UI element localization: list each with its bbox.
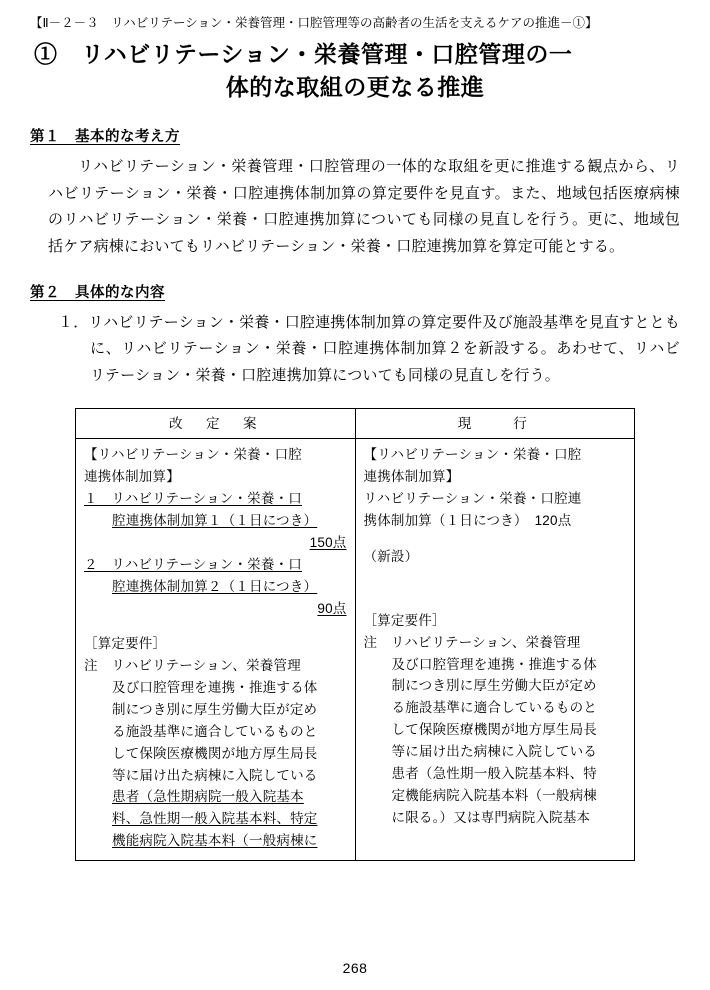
- section-1-body: リハビリテーション・栄養管理・口腔管理の一体的な取組を更に推進する観点から、リハビリテーション・栄養・口腔連携体制加算の算定要件を見直す。また、地域包括医療病棟のリハビリテーション・栄養・口腔連携加算についても同様の見直しを行う。更に、地域包括ケア病棟においてもリハビリテーション・栄養・口腔連携加算を算定可能とする。: [48, 157, 680, 255]
- current-line-4: 携体制加算（１日につき） 120点: [363, 513, 572, 529]
- current-line-7: 注 リハビリテーション、栄養管理: [363, 634, 581, 650]
- revised-line-13: る施設基準に適合しているものと: [112, 723, 318, 739]
- revised-line-18: 機能病院入院基本料（一般病棟に: [112, 833, 318, 849]
- current-line-12: 等に届け出た病棟に入院している: [391, 743, 597, 759]
- current-line-2: 連携体制加算】: [363, 469, 460, 485]
- current-spacer-2: [364, 568, 627, 582]
- revised-line-8: 90点: [317, 600, 347, 616]
- revised-line-15: 等に届け出た病棟に入院している: [112, 767, 318, 783]
- section-heading-1-text: 第１ 基本的な考え方: [30, 128, 180, 145]
- revised-line-2: 連携体制加算】: [84, 469, 180, 485]
- current-line-1: 【リハビリテーション・栄養・口腔: [363, 447, 582, 463]
- current-line-11: して保険医療機関が地方厚生局長: [391, 722, 597, 738]
- current-line-13: 患者（急性期一般入院基本料、特: [391, 765, 597, 781]
- current-line-6: ［算定要件］: [363, 612, 446, 628]
- comparison-table: [75, 408, 635, 861]
- revised-line-12: 制につき別に厚生労働大臣が定め: [112, 701, 318, 717]
- section-heading-2-text: 第２ 具体的な内容: [30, 284, 165, 301]
- current-spacer-3: [364, 582, 627, 596]
- page-title: [30, 38, 680, 105]
- section-2-item-1-number: １．: [58, 313, 89, 331]
- page-number: 268: [342, 960, 368, 976]
- page-title-line2: 体的な取組の更なる推進: [225, 74, 485, 101]
- table-column-header-revised: 改 定 案: [76, 408, 356, 439]
- revised-line-1: 【リハビリテーション・栄養・口腔: [84, 447, 302, 463]
- section-2-item-1: [30, 310, 680, 390]
- table-cell-revised: [76, 439, 356, 860]
- table-header-row: [76, 408, 635, 439]
- revised-line-4: 腔連携体制加算１（１日につき）: [112, 513, 318, 529]
- current-spacer-4: [364, 596, 627, 610]
- current-line-3: リハビリテーション・栄養・口腔連: [363, 491, 582, 507]
- revised-spacer: [84, 619, 347, 633]
- revised-line-5: 150点: [309, 534, 347, 550]
- revised-line-11: 及び口腔管理を連携・推進する体: [112, 680, 318, 696]
- table-column-header-current: 現 行: [355, 408, 635, 439]
- section-heading-1: [30, 125, 680, 146]
- revised-line-10: 注 リハビリテーション、栄養管理: [84, 658, 301, 674]
- page-title-line1: ① リハビリテーション・栄養管理・口腔管理の一: [34, 41, 573, 68]
- current-line-5: （新設）: [363, 548, 419, 564]
- revised-line-16: 患者（急性期病院一般入院基本: [112, 789, 304, 805]
- revised-line-3: １ リハビリテーション・栄養・口: [84, 491, 302, 507]
- table-row: [76, 439, 635, 860]
- revised-line-7: 腔連携体制加算２（１日につき）: [112, 578, 318, 594]
- current-line-10: る施設基準に適合しているものと: [391, 700, 597, 716]
- section-2-item-1-body: リハビリテーション・栄養・口腔連携体制加算の算定要件及び施設基準を見直すとともに、リハビリテーション・栄養・口腔連携体制加算２を新設する。あわせて、リハビリテーション・栄養・口腔連携加算についても同様の見直しを行う。: [88, 313, 680, 384]
- revised-line-6: ２ リハビリテーション・栄養・口: [84, 556, 302, 572]
- current-line-8: 及び口腔管理を連携・推進する体: [391, 656, 597, 672]
- revised-line-14: して保険医療機関が地方厚生局長: [112, 745, 318, 761]
- current-line-14: 定機能病院入院基本料（一般病棟: [391, 787, 597, 803]
- section-heading-2: [30, 281, 680, 302]
- current-line-9: 制につき別に厚生労働大臣が定め: [391, 678, 597, 694]
- revised-line-9: ［算定要件］: [84, 636, 167, 652]
- current-spacer-1: [364, 532, 627, 546]
- table-cell-current: [355, 439, 635, 860]
- revised-line-17: 料、急性期一般入院基本料、特定: [112, 811, 318, 827]
- document-header-bracket: 【Ⅱ－２－３ リハビリテーション・栄養管理・口腔管理等の高齢者の生活を支えるケアの推進－①】: [30, 16, 598, 30]
- current-line-15: に限る。）又は専門病院入院基本: [391, 809, 591, 825]
